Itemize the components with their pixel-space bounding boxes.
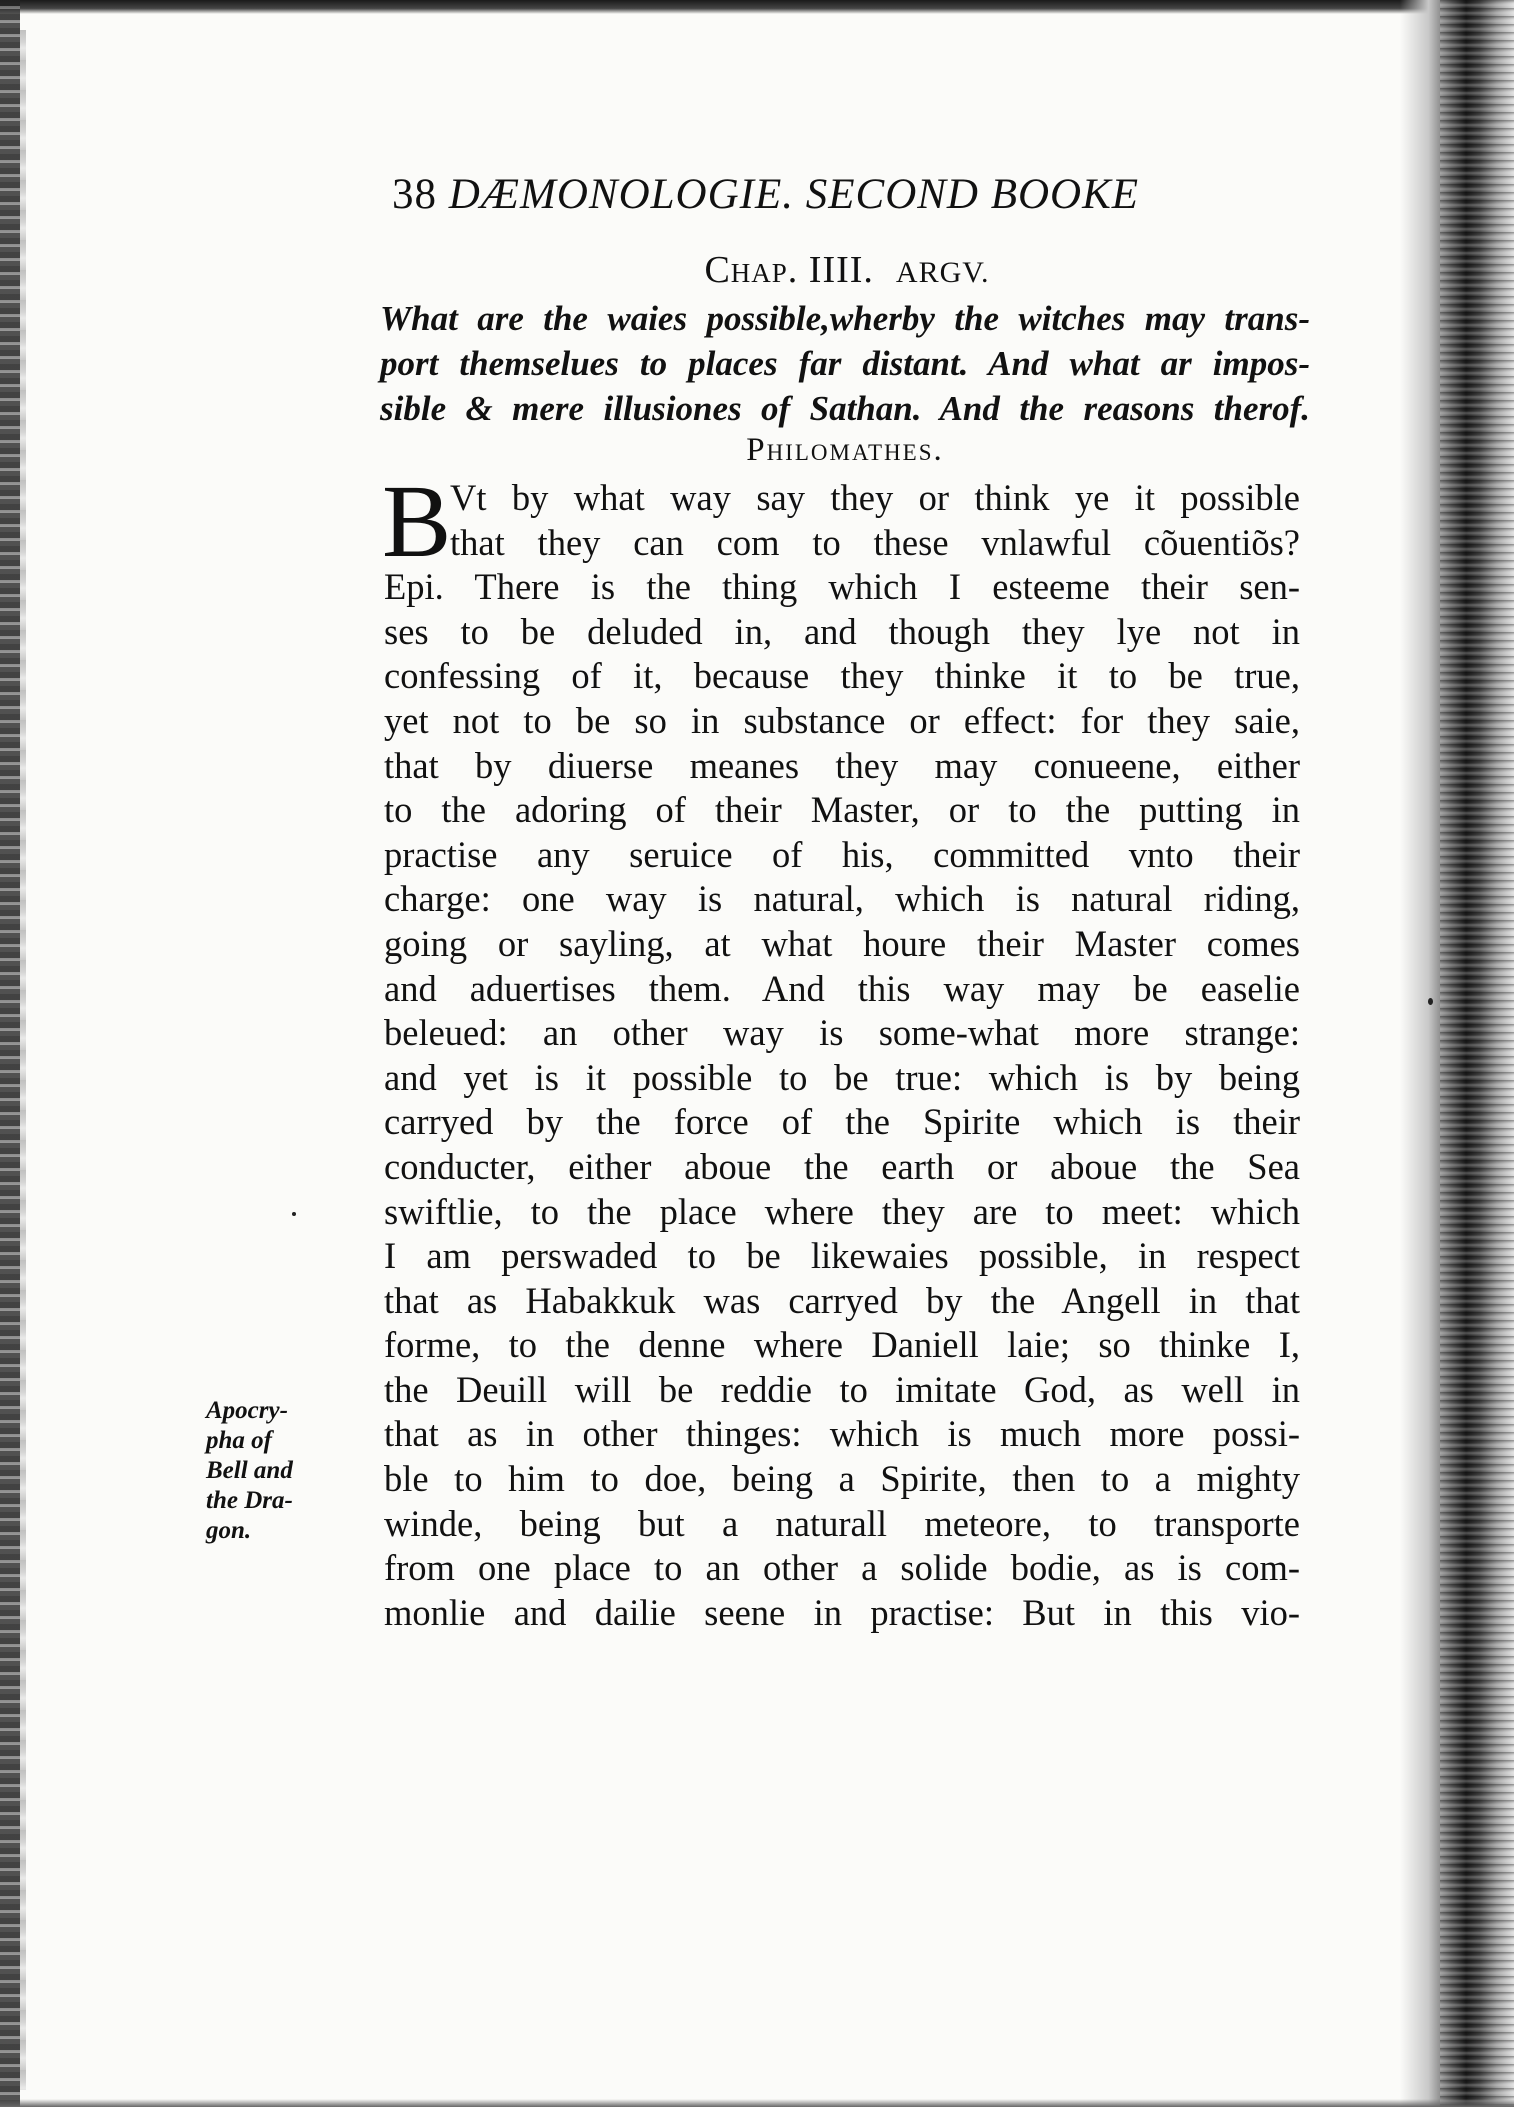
body-line: I am perswaded to be likewaies possible, in respect: [384, 1235, 1300, 1277]
body-line: yet not to be so in substance or effect: for they saie,: [384, 699, 1300, 741]
body-line: conducter, either aboue the earth or aboue the Sea: [384, 1145, 1300, 1187]
scan-left-shadow: [20, 30, 26, 2090]
body-line: to the adoring of their Master, or to the putting in: [384, 789, 1300, 831]
argument-line: port themselues to places far distant. And what ar impos-: [380, 344, 1310, 383]
chapter-argument-label: ARGV.: [895, 256, 990, 289]
running-head: [392, 170, 1242, 219]
body-line: ses to be deluded in, and though they lye not in: [384, 610, 1300, 652]
page-number: 38: [392, 171, 437, 218]
marginal-note-line: pha of: [206, 1427, 272, 1454]
marginal-note-line: the Dra-: [206, 1487, 293, 1514]
scan-top-edge: [0, 0, 1514, 14]
body-line: that as Habakkuk was carryed by the Angell in that: [384, 1279, 1300, 1321]
scan-bottom-edge: [0, 2099, 1514, 2107]
ink-speck: [292, 1212, 296, 1216]
body-line: the Deuill will be reddie to imitate God, as well in: [384, 1368, 1300, 1410]
body-line: from one place to an other a solide bodie, as is com-: [384, 1547, 1300, 1589]
body-line: Vt by what way say they or think ye it possible: [450, 477, 1300, 518]
chapter-argument: [380, 296, 1310, 431]
speaker-name: Philomathes.: [746, 432, 944, 468]
body-line: practise any seruice of his, committed vnto their: [384, 833, 1300, 875]
body-line: forme, to the denne where Daniell laie; so thinke I,: [384, 1324, 1300, 1366]
body-line: monlie and dailie seene in practise: But in this vio-: [384, 1591, 1300, 1633]
body-line: charge: one way is natural, which is natural riding,: [384, 878, 1300, 920]
scan-right-texture: [1440, 0, 1514, 2107]
marginal-note: [206, 1396, 356, 1546]
chapter-heading: [392, 248, 1302, 292]
body-line: going or sayling, at what houre their Master comes: [384, 922, 1300, 964]
argument-line: What are the waies possible,wherby the witches may trans-: [380, 299, 1310, 338]
body-line: that as in other thinges: which is much more possi-: [384, 1413, 1300, 1455]
body-text: [384, 476, 1300, 1635]
running-title: DÆMONOLOGIE. SECOND BOOKE: [448, 171, 1140, 218]
body-line: winde, being but a naturall meteore, to transporte: [384, 1502, 1300, 1544]
marginal-note-line: gon.: [206, 1517, 252, 1544]
body-line: and aduertises them. And this way may be easelie: [384, 967, 1300, 1009]
scan-left-edge: [0, 0, 20, 2107]
body-line: that they can com to these vnlawful cõuentiõs?: [450, 521, 1300, 563]
argument-line: sible & mere illusiones of Sathan. And the reasons therof.: [380, 389, 1310, 428]
body-line: swiftlie, to the place where they are to meet: which: [384, 1190, 1300, 1232]
ink-speck: [1428, 998, 1433, 1005]
body-line: ble to him to doe, being a Spirite, then to a mighty: [384, 1458, 1300, 1500]
marginal-note-line: Apocry-: [206, 1397, 288, 1424]
body-line: beleued: an other way is some-what more strange:: [384, 1012, 1300, 1054]
chapter-number: Chap. IIII.: [704, 249, 874, 291]
body-line: and yet is it possible to be true: which is by being: [384, 1056, 1300, 1098]
body-line: confessing of it, because they thinke it to be true,: [384, 655, 1300, 697]
body-line: carryed by the force of the Spirite which is their: [384, 1101, 1300, 1143]
body-line: Epi. There is the thing which I esteeme their sen-: [384, 566, 1300, 608]
drop-cap: B: [382, 464, 452, 579]
marginal-note-line: Bell and: [206, 1457, 293, 1484]
body-line: that by diuerse meanes they may conueene, either: [384, 744, 1300, 786]
